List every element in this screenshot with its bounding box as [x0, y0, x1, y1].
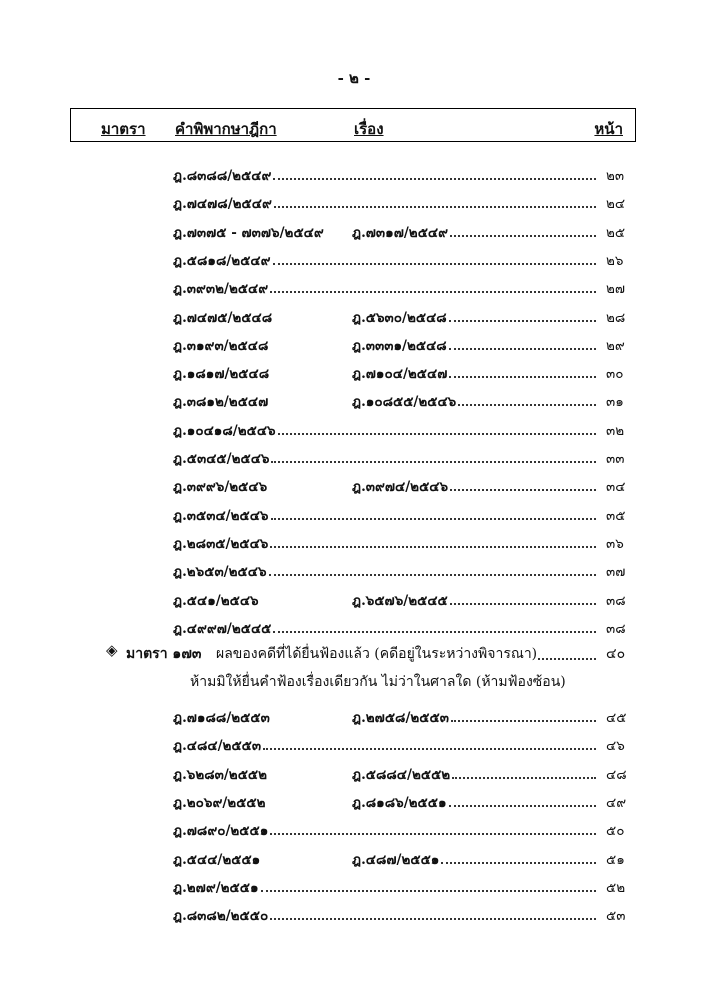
leader-dots — [452, 761, 596, 779]
leader-dots — [270, 275, 596, 293]
ruling-ref: ฎ.๓๙๙๖/๒๕๔๖ — [173, 479, 268, 496]
ruling-ref: ฎ.๑๐๔๑๘/๒๕๔๖ — [173, 422, 276, 439]
leader-dots — [273, 247, 596, 265]
page-ref: ๔๙ — [606, 795, 627, 811]
ruling-ref: ฎ.๗๔๗๘/๒๕๔๙ — [173, 196, 272, 213]
section-heading — [0, 637, 708, 693]
page-ref: ๒๗ — [606, 281, 626, 298]
leader-dots — [261, 874, 596, 892]
ruling-ref-secondary: ฎ.๑๐๘๕๕/๒๕๔๖ — [352, 394, 457, 411]
leader-dots — [449, 789, 596, 807]
ruling-ref-secondary: ฎ.๖๕๗๖/๒๕๔๕ — [352, 592, 448, 609]
ruling-ref: ฎ.๕๔๔/๒๕๕๑ — [173, 851, 261, 868]
page-ref: ๒๔ — [606, 196, 626, 213]
ruling-ref-secondary: ฎ.๓๓๓๑/๒๕๔๘ — [352, 337, 447, 354]
leader-dots — [538, 641, 596, 660]
page-ref: ๒๕ — [606, 224, 626, 241]
ruling-ref: ฎ.๒๗๙/๒๕๕๑ — [173, 879, 259, 896]
page-ref: ๓๑ — [606, 394, 624, 411]
page-ref: ๓๒ — [606, 422, 625, 439]
ruling-ref-secondary: ฎ.๘๑๘๖/๒๕๕๑ — [352, 795, 447, 811]
leader-dots — [449, 360, 596, 378]
ruling-ref: ฎ.๗๘๙๐/๒๕๕๑ — [173, 823, 269, 840]
ruling-ref: ฎ.๓๙๓๒/๒๕๔๙ — [173, 281, 269, 298]
header-page: หน้า — [594, 120, 623, 138]
ruling-ref-secondary: ฎ.๗๓๑๗/๒๕๔๙ — [352, 224, 449, 241]
index-row — [0, 413, 708, 441]
index-row — [0, 813, 708, 841]
index-row — [0, 271, 708, 299]
leader-dots — [450, 587, 596, 605]
leader-dots — [278, 417, 596, 435]
index-row — [0, 215, 708, 243]
index-row — [0, 384, 708, 412]
page-ref: ๔๘ — [606, 766, 627, 783]
ruling-ref: ฎ.๕๔๑/๒๕๔๖ — [173, 592, 259, 609]
index-row — [0, 611, 708, 639]
ruling-ref: ฎ.๘๓๘๘/๒๕๔๙ — [173, 168, 272, 184]
ruling-ref-secondary: ฎ.๓๙๗๔/๒๕๔๖ — [352, 479, 449, 496]
table-header — [70, 108, 636, 142]
index-row — [0, 158, 708, 186]
ruling-ref-secondary: ฎ.๕๘๘๔/๒๕๕๒ — [352, 766, 451, 783]
ruling-ref: ฎ.๗๓๗๕ - ๗๓๗๖/๒๕๔๙ — [173, 224, 324, 241]
index-row — [0, 870, 708, 898]
page-ref: ๕๓ — [606, 908, 626, 925]
header-subject: เรื่อง — [354, 120, 384, 138]
page-ref: ๒๙ — [606, 337, 625, 354]
ruling-ref-secondary: ฎ.๔๘๗/๒๕๕๑ — [352, 851, 440, 868]
index-row — [0, 898, 708, 926]
index-row — [0, 328, 708, 356]
leader-dots — [273, 615, 596, 633]
ruling-ref: ฎ.๘๓๘๒/๒๕๕๐ — [173, 908, 269, 925]
page-ref: ๒๓ — [606, 168, 625, 184]
index-row — [0, 842, 708, 870]
leader-dots — [458, 388, 596, 406]
leader-dots — [273, 162, 596, 180]
leader-dots — [269, 558, 596, 576]
header-section: มาตรา — [101, 120, 146, 138]
ruling-ref: ฎ.๓๘๑๒/๒๕๔๗ — [173, 394, 269, 411]
index-row — [0, 186, 708, 214]
leader-dots — [271, 445, 596, 463]
section-title-line2: ห้ามมิให้ยื่นคำฟ้องเรื่องเดียวกัน ไม่ว่าในศาลใด (ห้ามฟ้องซ้อน) — [190, 674, 566, 691]
leader-dots — [441, 846, 596, 864]
section-label: มาตรา ๑๗๓ — [126, 646, 202, 663]
leader-dots — [449, 332, 596, 350]
index-row — [0, 441, 708, 469]
ruling-ref: ฎ.๑๘๑๗/๒๕๔๘ — [173, 366, 270, 383]
page-ref: ๒๘ — [606, 309, 626, 326]
leader-dots — [270, 530, 596, 548]
index-row — [0, 583, 708, 611]
ruling-ref: ฎ.๖๒๘๓/๒๕๕๒ — [173, 766, 268, 783]
leader-dots — [449, 304, 596, 322]
page-ref: ๕๒ — [606, 879, 626, 896]
ruling-ref-secondary: ฎ.๗๑๐๔/๒๕๔๗ — [352, 366, 448, 383]
index-row — [0, 785, 708, 813]
ruling-ref: ฎ.๕๓๔๕/๒๕๔๖ — [173, 451, 270, 467]
ruling-ref: ฎ.๗๑๘๘/๒๕๕๓ — [173, 710, 270, 727]
leader-dots — [450, 219, 596, 237]
ruling-ref: ฎ.๕๘๑๘/๒๕๔๙ — [173, 252, 271, 269]
header-ruling: คำพิพากษาฎีกา — [175, 120, 277, 138]
leader-dots — [270, 817, 596, 835]
page-ref: ๓๔ — [606, 479, 626, 496]
page-ref: ๓๕ — [606, 507, 626, 524]
diamond-bullet-icon: ◈ — [106, 641, 118, 660]
ruling-ref: ฎ.๒๐๖๙/๒๕๕๒ — [173, 795, 266, 811]
ruling-ref: ฎ.๓๕๓๔/๒๕๔๖ — [173, 507, 269, 524]
page-ref: ๒๖ — [606, 252, 624, 269]
index-row — [0, 700, 708, 728]
page-ref: ๔๐ — [606, 646, 626, 663]
page-ref: ๔๕ — [606, 710, 627, 727]
leader-dots — [270, 902, 596, 920]
ruling-ref: ฎ.๒๖๕๓/๒๕๔๖ — [173, 564, 267, 581]
ruling-ref: ฎ.๓๑๙๓/๒๕๔๘ — [173, 337, 269, 354]
ruling-ref-secondary: ฎ.๒๗๕๘/๒๕๕๓ — [352, 710, 449, 727]
page-ref: ๓๖ — [606, 535, 624, 552]
ruling-ref: ฎ.๔๙๙๗/๒๕๔๕ — [173, 620, 272, 637]
index-row — [0, 469, 708, 497]
page-ref: ๓๘ — [606, 620, 626, 637]
section-title: ผลของคดีที่ได้ยื่นฟ้องแล้ว (คดีอยู่ในระหว่างพิจารณา) — [216, 646, 538, 663]
index-row — [0, 526, 708, 554]
ruling-ref-secondary: ฎ.๕๖๓๐/๒๕๔๘ — [352, 309, 447, 326]
leader-dots — [271, 502, 596, 520]
leader-dots — [450, 473, 596, 491]
leader-dots — [274, 190, 596, 208]
index-row — [0, 498, 708, 526]
index-row — [0, 243, 708, 271]
page-ref: ๓๘ — [606, 592, 626, 609]
page-ref: ๔๖ — [606, 738, 625, 755]
page-ref: ๕๐ — [606, 823, 625, 840]
ruling-ref: ฎ.๔๘๔/๒๕๕๓ — [173, 738, 262, 755]
page-ref: ๓๐ — [606, 366, 624, 383]
page-number: - ๒ - — [337, 69, 371, 87]
ruling-ref: ฎ.๒๘๓๕/๒๕๔๖ — [173, 535, 269, 552]
leader-dots — [263, 732, 596, 750]
index-row — [0, 728, 708, 756]
index-row — [0, 356, 708, 384]
ruling-ref: ฎ.๗๔๗๕/๒๕๔๘ — [173, 309, 273, 326]
page-ref: ๓๓ — [606, 451, 625, 467]
page-ref: ๕๑ — [606, 851, 625, 868]
page-ref: ๓๗ — [606, 564, 626, 581]
leader-dots — [451, 704, 596, 722]
index-row — [0, 757, 708, 785]
index-row — [0, 554, 708, 582]
index-row — [0, 300, 708, 328]
